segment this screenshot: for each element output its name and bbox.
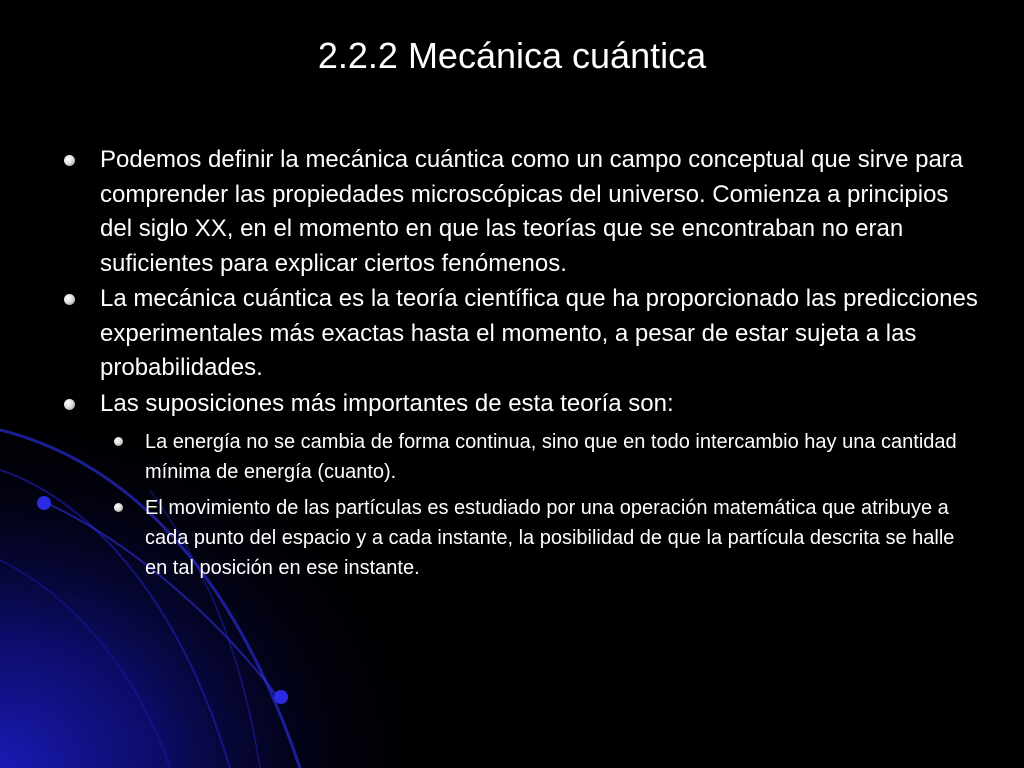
bullet-icon: [64, 294, 75, 305]
list-item: [58, 387, 978, 584]
decor-dot: [37, 496, 51, 510]
list-item: [58, 282, 978, 386]
bullet-text: Las suposiciones más importantes de esta teoría son:: [100, 389, 674, 417]
slide-content: [58, 143, 978, 589]
bullet-text: La mecánica cuántica es la teoría científica que ha proporcionado las predicciones experimentales más exactas hasta el momento, a pesar de estar sujeta a las probabilidades.: [100, 285, 978, 381]
sub-bullet-icon: [114, 437, 123, 446]
sub-list-item: [100, 493, 978, 583]
sub-list-item: [100, 427, 978, 487]
list-item: [58, 143, 978, 281]
bullet-icon: [64, 155, 75, 166]
sub-bullet-list: [100, 427, 978, 583]
bullet-icon: [64, 399, 75, 410]
sub-bullet-text: La energía no se cambia de forma continua, sino que en todo intercambio hay una cantidad mínima de energía (cuanto).: [145, 431, 957, 483]
decor-dot: [274, 690, 288, 704]
sub-bullet-text: El movimiento de las partículas es estudiado por una operación matemática que atribuye a cada punto del espacio y a cada instante, la posibilidad de que la partícula descrita se halle en tal posición en ese instante.: [145, 497, 955, 579]
sub-bullet-icon: [114, 503, 123, 512]
slide-title: 2.2.2 Mecánica cuántica: [317, 35, 707, 76]
bullet-list: [58, 143, 978, 583]
bullet-text: Podemos definir la mecánica cuántica como un campo conceptual que sirve para comprender las propiedades microscópicas del universo. Comienza a principios del siglo XX, en el momento en que las teorías que se encontraban no eran suficientes para explicar ciertos fenómenos.: [100, 146, 964, 277]
